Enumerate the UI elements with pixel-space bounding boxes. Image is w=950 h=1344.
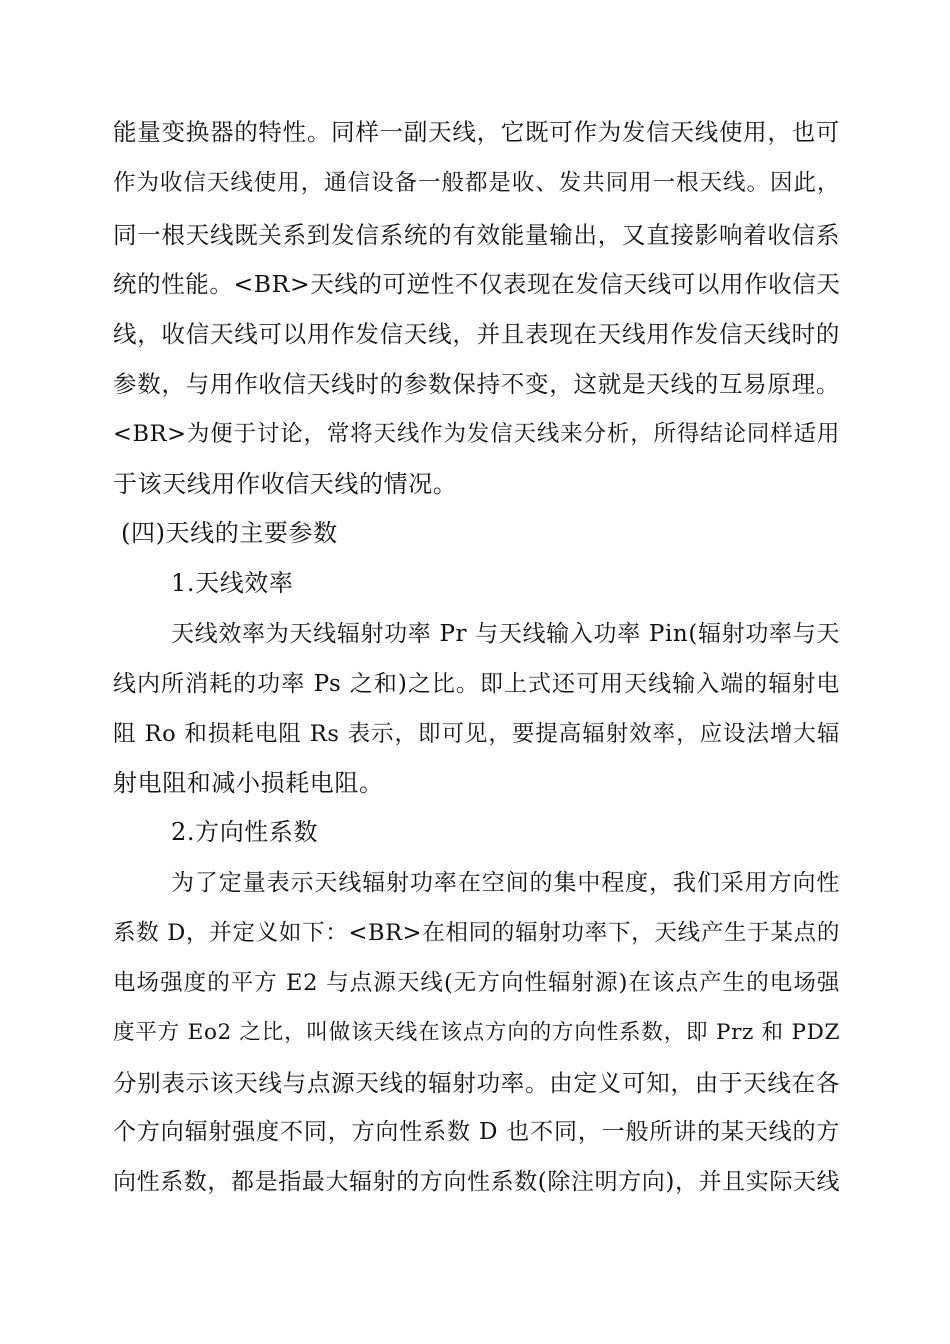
paragraph-line: 系数 D，并定义如下：<BR>在相同的辐射功率下，天线产生于某点的 <box>113 920 840 946</box>
paragraph-line: 能量变换器的特性。同样一副天线，它既可作为发信天线使用，也可 <box>113 118 840 146</box>
subsection-heading: 2.方向性系数 <box>171 818 319 846</box>
paragraph-line: 作为收信天线使用，通信设备一般都是收、发共同用一根天线。因此， <box>113 170 840 196</box>
subsection-heading: 1.天线效率 <box>171 569 294 597</box>
paragraph-line: 阻 Ro 和损耗电阻 Rs 表示，即可见，要提高辐射效率，应设法增大辐 <box>113 721 840 747</box>
paragraph-line: 同一根天线既关系到发信系统的有效能量输出，又直接影响着收信系 <box>113 221 840 249</box>
paragraph-line: 线内所消耗的功率 Ps 之和)之比。即上式还可用天线输入端的辐射电 <box>113 671 840 697</box>
paragraph-line: 分别表示该天线与点源天线的辐射功率。由定义可知，由于天线在各 <box>113 1069 840 1097</box>
paragraph-line: 统的性能。<BR>天线的可逆性不仅表现在发信天线可以用作收信天 <box>113 270 841 298</box>
paragraph-line: 个方向辐射强度不同，方向性系数 D 也不同，一般所讲的某天线的方 <box>113 1119 840 1145</box>
paragraph-line: 向性系数，都是指最大辐射的方向性系数(除注明方向)，并且实际天线 <box>113 1169 841 1195</box>
paragraph-line: 为了定量表示天线辐射功率在空间的集中程度，我们采用方向性 <box>171 870 840 896</box>
paragraph-line: 天线效率为天线辐射功率 Pr 与天线输入功率 Pin(辐射功率与天 <box>171 621 840 647</box>
paragraph-line: 度平方 Eo2 之比，叫做该天线在该点方向的方向性系数，即 Prz 和 PDZ <box>113 1020 840 1045</box>
paragraph-line: <BR>为便于讨论，常将天线作为发信天线来分析，所得结论同样适用 <box>113 421 840 447</box>
paragraph-line: 电场强度的平方 E2 与点源天线(无方向性辐射源)在该点产生的电场强 <box>113 970 840 996</box>
paragraph-line: 线，收信天线可以用作发信天线，并且表现在天线用作发信天线时的 <box>113 320 840 348</box>
section-heading: (四)天线的主要参数 <box>121 519 338 547</box>
paragraph-line: 于该天线用作收信天线的情况。 <box>113 470 458 498</box>
paragraph-line: 参数，与用作收信天线时的参数保持不变，这就是天线的互易原理。 <box>113 370 840 398</box>
paragraph-line: 射电阻和减小损耗电阻。 <box>113 769 384 797</box>
